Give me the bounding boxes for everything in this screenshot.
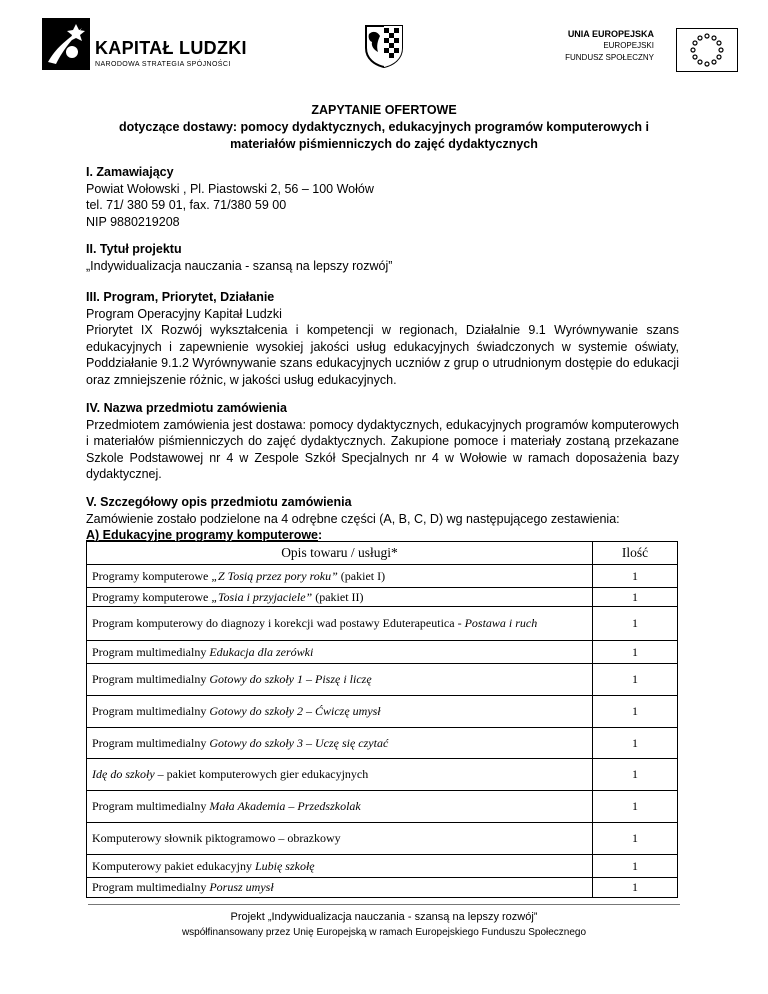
kapital-ludzki-logo [42, 18, 247, 80]
eu-flag-icon [676, 28, 738, 72]
table-row [87, 823, 678, 855]
section-project-title [86, 241, 679, 274]
footer-divider [88, 904, 680, 905]
table-row [87, 696, 678, 728]
item-quantity: 1 [593, 641, 678, 664]
item-description: Komputerowy pakiet edukacyjny Lubię szkołę [87, 855, 593, 878]
eu-logo [540, 28, 750, 76]
item-quantity: 1 [593, 823, 678, 855]
part-a-heading: A) Edukacyjne programy komputerowe: [86, 528, 323, 542]
table-row [87, 641, 678, 664]
table-row [87, 565, 678, 588]
section-heading: IV. Nazwa przedmiotu zamówienia [86, 401, 287, 415]
item-quantity: 1 [593, 759, 678, 791]
phone-line: tel. 71/ 380 59 01, fax. 71/380 59 00 [86, 198, 287, 212]
section-program [86, 289, 679, 388]
section-heading: III. Program, Priorytet, Działanie [86, 290, 275, 304]
table-header-row [87, 542, 678, 565]
document-title-2: dotyczące dostawy: pomocy dydaktycznych, edukacyjnych programów komputerowych i [118, 120, 649, 134]
kapital-ludzki-emblem-icon [42, 18, 90, 70]
section-heading: V. Szczegółowy opis przedmiotu zamówienia [86, 495, 352, 509]
project-title-text: „Indywidualizacja nauczania - szansą na lepszy rozwój” [86, 258, 393, 273]
table-row [87, 855, 678, 878]
county-crest-icon [364, 24, 404, 68]
item-description: Program multimedialny Edukacja dla zerówki [87, 641, 593, 664]
program-line: Program Operacyjny Kapitał Ludzki [86, 306, 282, 321]
section-heading: II. Tytuł projektu [86, 242, 182, 256]
table-row [87, 728, 678, 759]
item-description: Program multimedialny Gotowy do szkoły 1 – Piszę i liczę [87, 664, 593, 696]
subject-paragraph: Przedmiotem zamówienia jest dostawa: pomocy dydaktycznych, edukacyjnych programów komputerowych i materiałów piśmienniczych do zajęć dydaktycznych. Zakupione pomoce i materiały zostaną przekazane Szkole Podstawowej nr 4 w Zespole Szkół Specjalnych nr 4 w Wołowie w ramach doposażenia bazy dydaktycznej. [86, 417, 679, 481]
item-quantity: 1 [593, 878, 678, 898]
item-quantity: 1 [593, 855, 678, 878]
table-row [87, 664, 678, 696]
column-header-description: Opis towaru / usługi* [87, 542, 593, 565]
item-description: Program multimedialny Gotowy do szkoły 2 – Ćwiczę umysł [87, 696, 593, 728]
division-line: Zamówienie zostało podzielone na 4 odrębne części (A, B, C, D) wg następującego zestawienia: [86, 511, 620, 526]
item-quantity: 1 [593, 728, 678, 759]
address-line: Powiat Wołowski , Pl. Piastowski 2, 56 – 100 Wołów [86, 181, 374, 196]
item-quantity: 1 [593, 696, 678, 728]
table-row [87, 607, 678, 641]
table-row [87, 588, 678, 607]
kapital-ludzki-title: KAPITAŁ LUDZKI [95, 38, 247, 58]
items-body [87, 565, 678, 898]
column-header-quantity: Ilość [593, 542, 678, 565]
document-title-1: ZAPYTANIE OFERTOWE [311, 103, 457, 117]
item-description: Programy komputerowe „Tosia i przyjaciele” (pakiet II) [87, 588, 593, 607]
item-description: Program komputerowy do diagnozy i korekcji wad postawy Eduterapeutica - Postawa i ruch [87, 607, 593, 641]
footer-cofinancing-line: współfinansowany przez Unię Europejską w ramach Europejskiego Funduszu Społecznego [181, 927, 587, 938]
section-subject-name [86, 400, 679, 483]
item-description: Programy komputerowe „Z Tosią przez pory roku” (pakiet I) [87, 565, 593, 588]
item-quantity: 1 [593, 791, 678, 823]
nip-line: NIP 9880219208 [86, 214, 180, 229]
eu-line-3: FUNDUSZ SPOŁECZNY [565, 53, 654, 62]
section-detailed-description [86, 494, 679, 544]
item-quantity: 1 [593, 588, 678, 607]
table-row [87, 759, 678, 791]
section-heading: I. Zamawiający [86, 165, 174, 179]
kapital-ludzki-subtitle: NARODOWA STRATEGIA SPÓJNOŚCI [95, 61, 231, 68]
table-row [87, 878, 678, 898]
items-table [86, 541, 678, 898]
priority-paragraph: Priorytet IX Rozwój wykształcenia i kompetencji w regionach, Działalnie 9.1 Wyrównywanie szans edukacyjnych i zapewnienie wysokiej jakości usług edukacyjnych świadczonych w systemie oświaty, Poddziałanie 9.1.2 Wyrównywanie szans edukacyjnych uczniów z grup o utrudnionym dostępie do edukacji oraz zmniejszenie różnic, w jakości usług edukacyjnych. [86, 323, 679, 387]
item-description: Program multimedialny Mała Akademia – Przedszkolak [87, 791, 593, 823]
document-title-3: materiałów piśmienniczych do zajęć dydaktycznych [230, 137, 538, 151]
item-description: Idę do szkoły – pakiet komputerowych gier edukacyjnych [87, 759, 593, 791]
eu-line-2: EUROPEJSKI [603, 41, 654, 50]
item-quantity: 1 [593, 565, 678, 588]
item-description: Program multimedialny Gotowy do szkoły 3 – Uczę się czytać [87, 728, 593, 759]
footer-project-line: Projekt „Indywidualizacja nauczania - szansą na lepszy rozwój” [230, 911, 538, 923]
eu-title: UNIA EUROPEJSKA [567, 29, 654, 39]
item-quantity: 1 [593, 664, 678, 696]
item-quantity: 1 [593, 607, 678, 641]
item-description: Program multimedialny Porusz umysł [87, 878, 593, 898]
table-row [87, 791, 678, 823]
item-description: Komputerowy słownik piktogramowo – obrazkowy [87, 823, 593, 855]
section-contracting-authority [86, 164, 679, 230]
